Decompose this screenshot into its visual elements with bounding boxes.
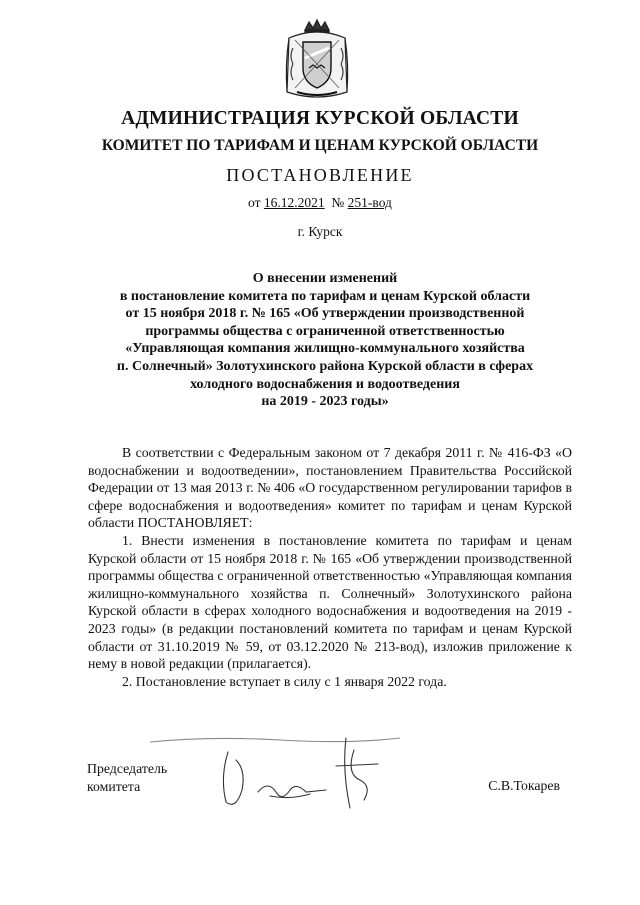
role-line-2: комитета [87,778,141,794]
document-number: 251-вод [347,195,392,210]
title-line: в постановление комитета по тарифам и ценам Курской области [119,288,531,304]
title-line: п. Солнечный» Золотухинского района Курской области в сферах [116,358,534,374]
title-line: О внесении изменений [252,271,398,286]
title-line: холодного водоснабжения и водоотведения [190,376,460,392]
item-1-paragraph: 1. Внести изменения в постановление комитета по тарифам и ценам Курской области от 15 ноября 2018 г. № 165 «Об утверждении производственной программы общества с ограниченной ответственностью «Управляющая компания жилищно-коммунального хозяйства п. Солнечный» Золотухинского района Курской области в сферах холодного водоснабжения и водоотведения на 2019 - 2023 годы» (в редакции постановлений комитета по тарифам и ценам Курской области от 31.10.2019 № 59, от 03.12.2020 № 213-вод), изложив приложение к нему в новой редакции (прилагается). [88,532,572,672]
coat-of-arms-icon [283,18,351,100]
title-line: от 15 ноября 2018 г. № 165 «Об утверждении производственной [125,306,525,322]
number-prefix: № [331,195,345,210]
document-city: г. Курск [297,224,343,239]
title-line: «Управляющая компания жилищно-коммунального хозяйства [125,341,525,357]
document-body [88,444,572,690]
preamble-paragraph: В соответствии с Федеральным законом от 7 декабря 2011 г. № 416-ФЗ «О водоснабжении и водоотведении», постановлением Правительства Российской Федерации от 13 мая 2013 г. № 406 «О государственном регулировании тарифов в сфере водоснабжения и водоотведения» комитет по тарифам и ценам Курской области ПОСТАНОВЛЯЕТ: [88,445,572,531]
document-date: 16.12.2021 [263,195,325,210]
title-line: программы общества с ограниченной ответственностью [145,323,505,339]
document-title [95,270,555,411]
committee-title: КОМИТЕТ ПО ТАРИФАМ И ЦЕНАМ КУРСКОЙ ОБЛАСТИ [101,137,539,154]
role-line-1: Председатель [87,761,168,776]
date-prefix: от [248,195,261,210]
administration-title: АДМИНИСТРАЦИЯ КУРСКОЙ ОБЛАСТИ [121,108,519,129]
item-2-paragraph: 2. Постановление вступает в силу с 1 января 2022 года. [122,673,447,689]
signatory-name: С.В.Токарев [488,778,560,793]
date-number-line [0,195,640,211]
handwritten-signature [150,730,400,815]
title-line: на 2019 - 2023 годы» [261,394,389,410]
document-type: ПОСТАНОВЛЕНИЕ [226,165,414,185]
